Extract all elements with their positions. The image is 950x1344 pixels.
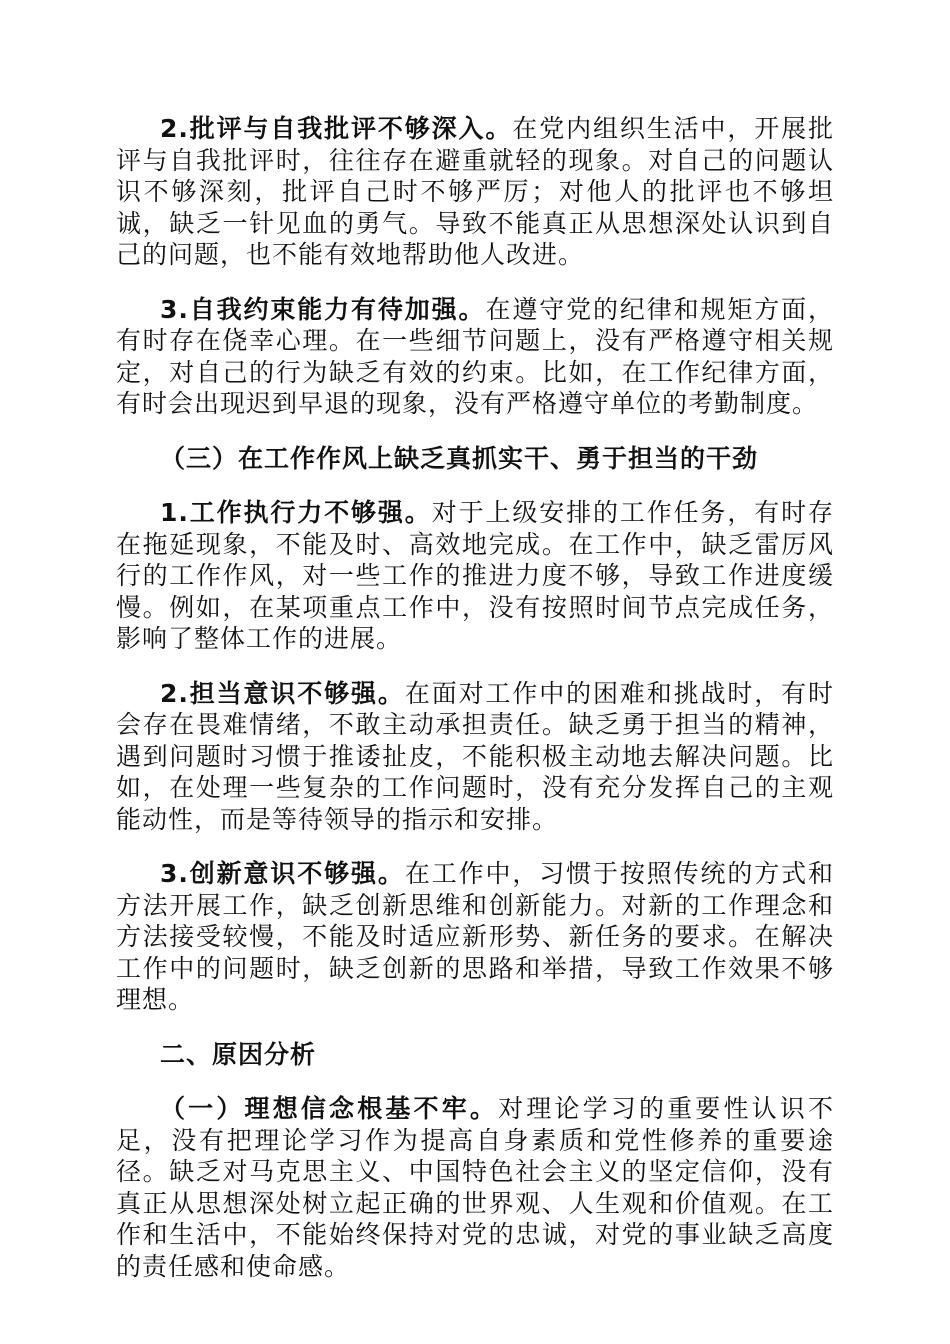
paragraph-text: 对理论学习的重要性认识不足，没有把理论学习作为提高自身素质和党性修养的重要途径。缺乏对马克思主义、中国特色社会主义的坚定信仰，没有真正从思想深处树立起正确的世界观、人生观和价值观。在工作和生活中，不能始终保持对党的忠诚，对党的事业缺乏高度的责任感和使命感。 [116, 1094, 834, 1281]
paragraph-text: 在工作中，习惯于按照传统的方式和方法开展工作，缺乏创新思维和创新能力。对新的工作理念和方法接受较慢，不能及时适应新形势、新任务的要求。在解决工作中的问题时，缺乏创新的思路和举措，导致工作效果不够理想。 [116, 859, 834, 1014]
paragraph-lead: 2.批评与自我批评不够深入。 [160, 114, 513, 143]
section-heading-cause-analysis: 二、原因分析 [160, 1039, 317, 1069]
paragraph-text: 对于上级安排的工作任务，有时存在拖延现象，不能及时、高效地完成。在工作中，缺乏雷厉风行的工作作风，对一些工作的推进力度不够，导致工作进度缓慢。例如，在某项重点工作中，没有按照时间节点完成任务，影响了整体工作的进展。 [116, 498, 834, 653]
paragraph-lead: 1.工作执行力不够强。 [160, 498, 432, 527]
paragraph-innovation [116, 858, 834, 1016]
paragraph-self-discipline [116, 294, 834, 420]
section-heading-work-style: （三）在工作作风上缺乏真抓实干、勇于担当的干劲 [160, 443, 759, 473]
paragraph-criticism [116, 113, 834, 271]
paragraph-ideals-beliefs [116, 1093, 834, 1282]
paragraph-responsibility [116, 678, 834, 836]
document-page [116, 113, 834, 1305]
paragraph-lead: 2.担当意识不够强。 [160, 678, 405, 708]
paragraph-lead: 3.创新意识不够强。 [160, 859, 405, 888]
paragraph-lead: 3.自我约束能力有待加强。 [160, 294, 486, 324]
paragraph-text: 在党内组织生活中，开展批评与自我批评时，往往存在避重就轻的现象。对自己的问题认识不够深刻，批评自己时不够严厉；对他人的批评也不够坦诚，缺乏一针见血的勇气。导致不能真正从思想深处认识到自己的问题，也不能有效地帮助他人改进。 [116, 114, 834, 269]
paragraph-lead: （一）理想信念根基不牢。 [160, 1094, 499, 1123]
paragraph-text: 在遵守党的纪律和规矩方面，有时存在侥幸心理。在一些细节问题上，没有严格遵守相关规定，对自己的行为缺乏有效的约束。比如，在工作纪律方面，有时会出现迟到早退的现象，没有严格遵守单位的考勤制度。 [116, 294, 834, 418]
paragraph-text: 在面对工作中的困难和挑战时，有时会存在畏难情绪，不敢主动承担责任。缺乏勇于担当的精神，遇到问题时习惯于推诿扯皮，不能积极主动地去解决问题。比如，在处理一些复杂的工作问题时，没有充分发挥自己的主观能动性，而是等待领导的指示和安排。 [116, 678, 834, 834]
paragraph-execution [116, 497, 834, 655]
